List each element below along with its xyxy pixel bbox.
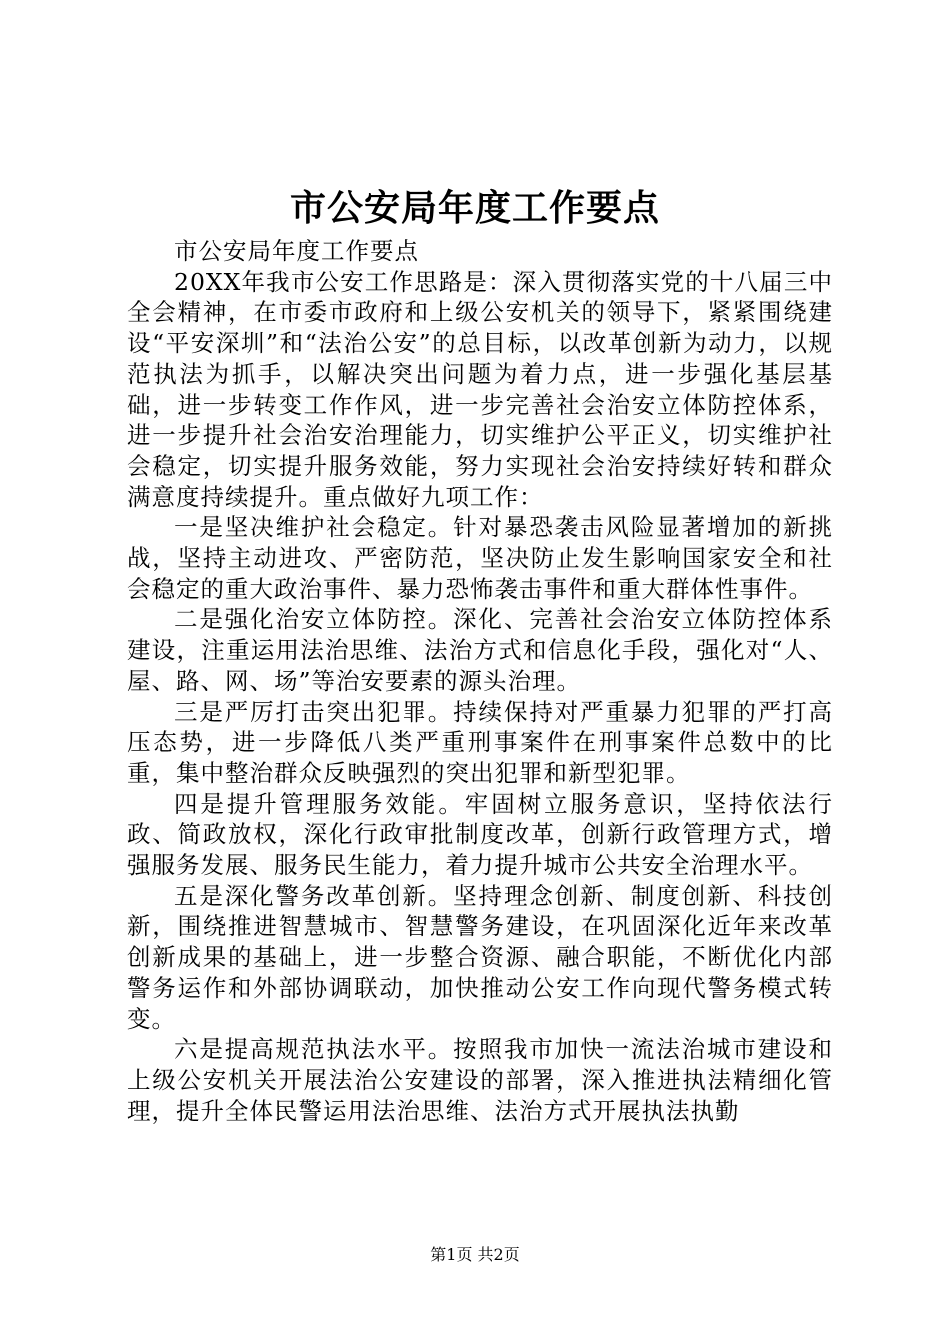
document-body <box>127 236 833 1126</box>
document-subtitle: 市公安局年度工作要点 <box>174 237 419 265</box>
paragraph: 20XX年我市公安工作思路是：深入贯彻落实党的十八届三中全会精神，在市委市政府和上级公安机关的领导下，紧紧围绕建设“平安深圳”和“法治公安”的总目标，以改革创新为动力，以规范执法为抓手，以解决突出问题为着力点，进一步强化基层基础，进一步转变工作作风，进一步完善社会治安立体防控体系，进一步提升社会治安治理能力，切实维护公平正义，切实维护社会稳定，切实提升服务效能，努力实现社会治安持续好转和群众满意度持续提升。重点做好九项工作： <box>127 267 833 511</box>
paragraph: 四是提升管理服务效能。牢固树立服务意识，坚持依法行政、简政放权，深化行政审批制度改革，创新行政管理方式，增强服务发展、服务民生能力，着力提升城市公共安全治理水平。 <box>127 789 833 880</box>
paragraph: 二是强化治安立体防控。深化、完善社会治安立体防控体系建设，注重运用法治思维、法治方式和信息化手段，强化对“人、屋、路、网、场”等治安要素的源头治理。 <box>127 605 833 695</box>
document-title: 市公安局年度工作要点 <box>289 187 660 229</box>
paragraph: 一是坚决维护社会稳定。针对暴恐袭击风险显著增加的新挑战，坚持主动进攻、严密防范，坚决防止发生影响国家安全和社会稳定的重大政治事件、暴力恐怖袭击事件和重大群体性事件。 <box>127 513 833 603</box>
paragraph: 五是深化警务改革创新。坚持理念创新、制度创新、科技创新，围绕推进智慧城市、智慧警务建设，在巩固深化近年来改革创新成果的基础上，进一步整合资源、融合职能，不断优化内部警务运作和外部协调联动，加快推动公安工作向现代警务模式转变。 <box>127 881 833 1033</box>
paragraph: 六是提高规范执法水平。按照我市加快一流法治城市建设和上级公安机关开展法治公安建设的部署，深入推进执法精细化管理，提升全体民警运用法治思维、法治方式开展执法执勤 <box>127 1035 833 1125</box>
paragraph: 三是严厉打击突出犯罪。持续保持对严重暴力犯罪的严打高压态势，进一步降低八类严重刑事案件在刑事案件总数中的比重，集中整治群众反映强烈的突出犯罪和新型犯罪。 <box>127 697 833 787</box>
page-number-footer: 第1页 共2页 <box>430 1245 520 1264</box>
